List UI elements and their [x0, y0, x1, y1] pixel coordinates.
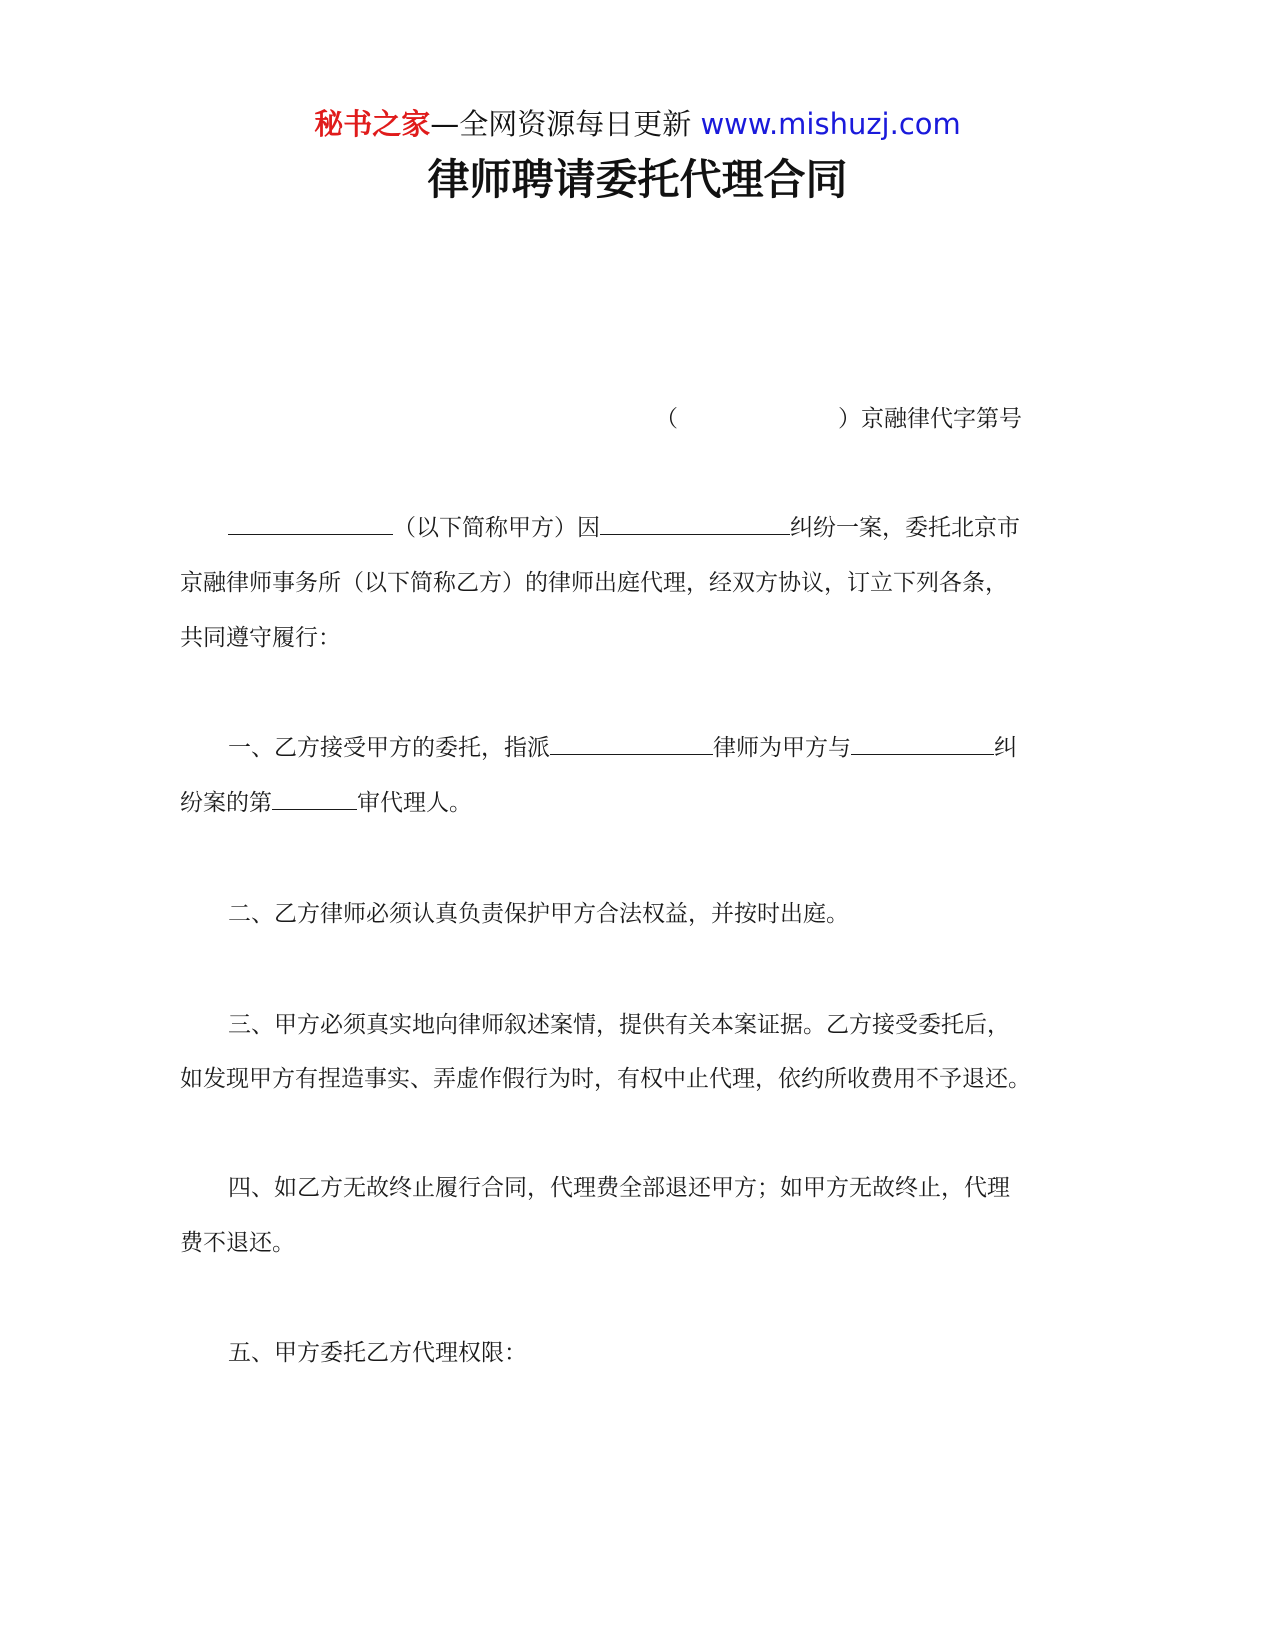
intro-part-2: 纠纷一案，委托北京市: [790, 515, 1020, 541]
dispute-blank[interactable]: [600, 512, 790, 535]
lawyer-name-blank[interactable]: [550, 732, 713, 755]
clause-1-part-4: 纷案的第: [180, 790, 272, 816]
case-number-label: ）京融律代字第号: [838, 406, 1022, 432]
site-url-link[interactable]: www.mishuzj.com: [700, 107, 961, 141]
trial-instance-blank[interactable]: [272, 787, 357, 810]
case-number-open-paren: （: [655, 406, 678, 432]
clause-4-line-1: 四、如乙方无故终止履行合同，代理费全部退还甲方；如甲方无故终止，代理: [228, 1175, 1010, 1201]
clause-1-part-2: 律师为甲方与: [713, 735, 851, 761]
clause-3-line-2: 如发现甲方有捏造事实、弄虚作假行为时，有权中止代理，依约所收费用不予退还。: [180, 1066, 1031, 1092]
clause-4-line-2: 费不退还。: [180, 1230, 295, 1256]
clause-1-part-5: 审代理人。: [357, 790, 472, 816]
intro-line-3: 共同遵守履行：: [180, 625, 341, 651]
opposing-party-blank[interactable]: [851, 732, 994, 755]
intro-line-1: [228, 512, 1020, 544]
clause-1-line-2: [180, 787, 472, 819]
clause-5: 五、甲方委托乙方代理权限：: [228, 1340, 527, 1366]
clause-1-line-1: [228, 732, 1017, 764]
brand-name: 秘书之家: [314, 107, 431, 141]
clause-1-part-1: 一、乙方接受甲方的委托，指派: [228, 735, 550, 761]
intro-line-2: 京融律师事务所（以下简称乙方）的律师出庭代理，经双方协议，订立下列各条，: [180, 570, 1008, 596]
clause-2: 二、乙方律师必须认真负责保护甲方合法权益，并按时出庭。: [228, 901, 849, 927]
site-banner: [0, 104, 1275, 144]
page-title: 律师聘请委托代理合同: [427, 155, 848, 204]
intro-part-1: （以下简称甲方）因: [393, 515, 600, 541]
party-a-blank[interactable]: [228, 512, 393, 535]
clause-1-part-3: 纠: [994, 735, 1017, 761]
clause-3-line-1: 三、甲方必须真实地向律师叙述案情，提供有关本案证据。乙方接受委托后，: [228, 1012, 1010, 1038]
banner-tagline: —全网资源每日更新: [430, 107, 692, 141]
